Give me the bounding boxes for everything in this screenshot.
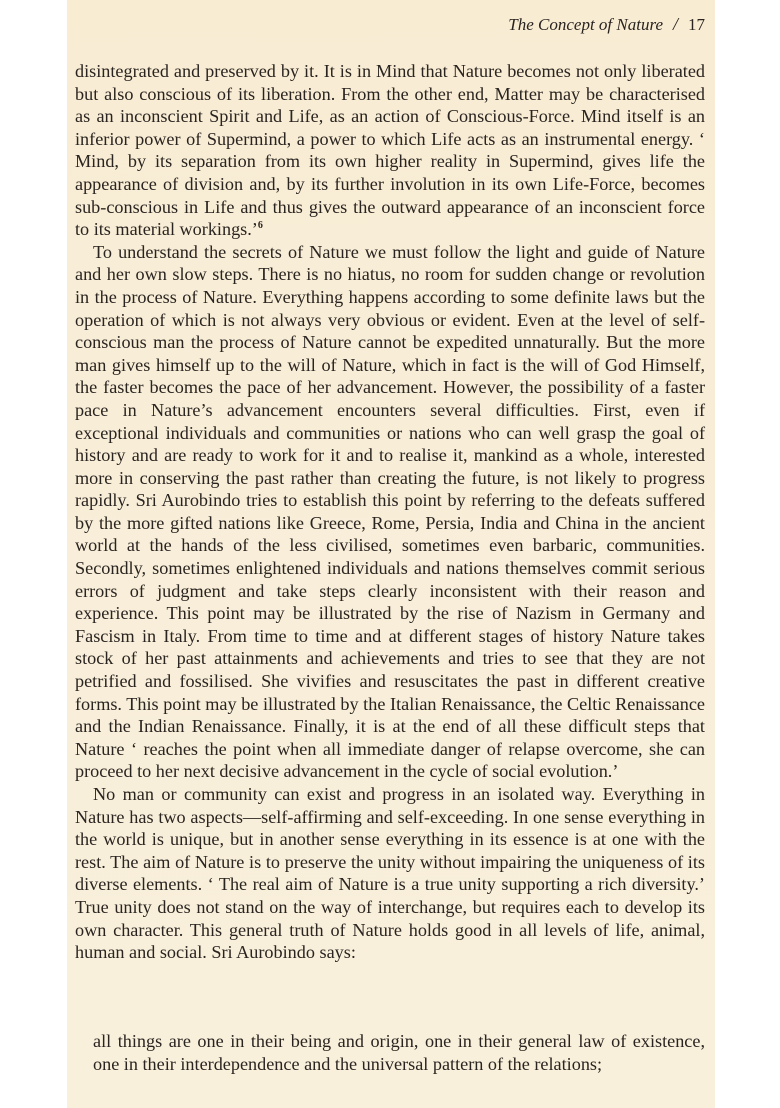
block-quotation — [93, 1030, 705, 1075]
paragraph-text: No man or community can exist and progress in an isolated way. Everything in Nature has two aspects—self-affirming and self-exceeding. In one sense everything in the world is unique, but in another sense everything in its essence is at one with the rest. The aim of Nature is to preserve the unity without impairing the uniqueness of its diverse elements. ‘ The real aim of Nature is a true unity supporting a rich diversity.’ True unity does not stand on the way of interchange, but requires each to develop its own character. This general truth of Nature holds good in all levels of life, animal, human and social. Sri Aurobindo says: — [75, 784, 705, 963]
page-number: 17 — [688, 15, 705, 34]
running-head — [508, 14, 705, 35]
chapter-title: The Concept of Nature — [508, 15, 663, 34]
body-text — [75, 60, 705, 964]
paragraph-text: disintegrated and preserved by it. It is in Mind that Nature becomes not only liberated but also conscious of its liberation. From the other end, Matter may be characterised as an inconscient Spirit and Life, as an action of Conscious-Force. Mind itself is an inferior power of Supermind, a power to which Life acts as an instrumental energy. ‘ Mind, by its separation from its own higher reality in Supermind, gives life the appearance of division and, by its further involution in its own Life-Force, becomes sub-conscious in Life and thus gives the outward appearance of an inconscient force to its material workings.’ — [75, 61, 705, 240]
paragraph-continuation — [75, 60, 705, 241]
paragraph-text: To understand the secrets of Nature we must follow the light and guide of Nature and her own slow steps. There is no hiatus, no room for sudden change or revolution in the process of Nature. Everything happens according to some definite laws but the operation of which is not always very obvious or evident. Even at the level of self-conscious man the process of Nature cannot be expedited unnaturally. But the more man gives himself up to the will of Nature, which in fact is the will of God Himself, the faster becomes the pace of her advancement. However, the possibility of a faster pace in Nature’s advancement encounters several difficulties. First, even if exceptional individuals and communities or nations who can well grasp the goal of history and are ready to work for it and to realise it, mankind as a whole, interested more in conserving the past rather than creating the future, is not likely to progress rapidly. Sri Aurobindo tries to establish this point by referring to the defeats suffered by the more gifted nations like Greece, Rome, Persia, India and China in the ancient world at the hands of the less civilised, sometimes even barbaric, communities. Secondly, sometimes enlightened individuals and nations themselves commit serious errors of judgment and take steps clearly inconsistent with their reason and experience. This point may be illustrated by the rise of Nazism in Germany and Fascism in Italy. From time to time and at different stages of history Nature takes stock of her past attainments and achievements and tries to see that they are not petrified and fossilised. She vivifies and resuscitates the past in different creative forms. This point may be illustrated by the Italian Renaissance, the Celtic Renaissance and the Indian Renaissance. Finally, it is at the end of all these difficult steps that Nature ‘ reaches the point when all immediate danger of relapse overcome, she can proceed to her next decisive advancement in the cycle of social evolution.’ — [75, 241, 705, 782]
book-page — [67, 0, 715, 1108]
quotation-text: all things are one in their being and origin, one in their general law of existence, one in their interdependence and the universal pattern of the relations; — [93, 1031, 705, 1074]
footnote-reference: 6 — [257, 220, 263, 232]
paragraph — [75, 783, 705, 964]
header-separator: / — [672, 14, 678, 34]
paragraph — [75, 241, 705, 783]
